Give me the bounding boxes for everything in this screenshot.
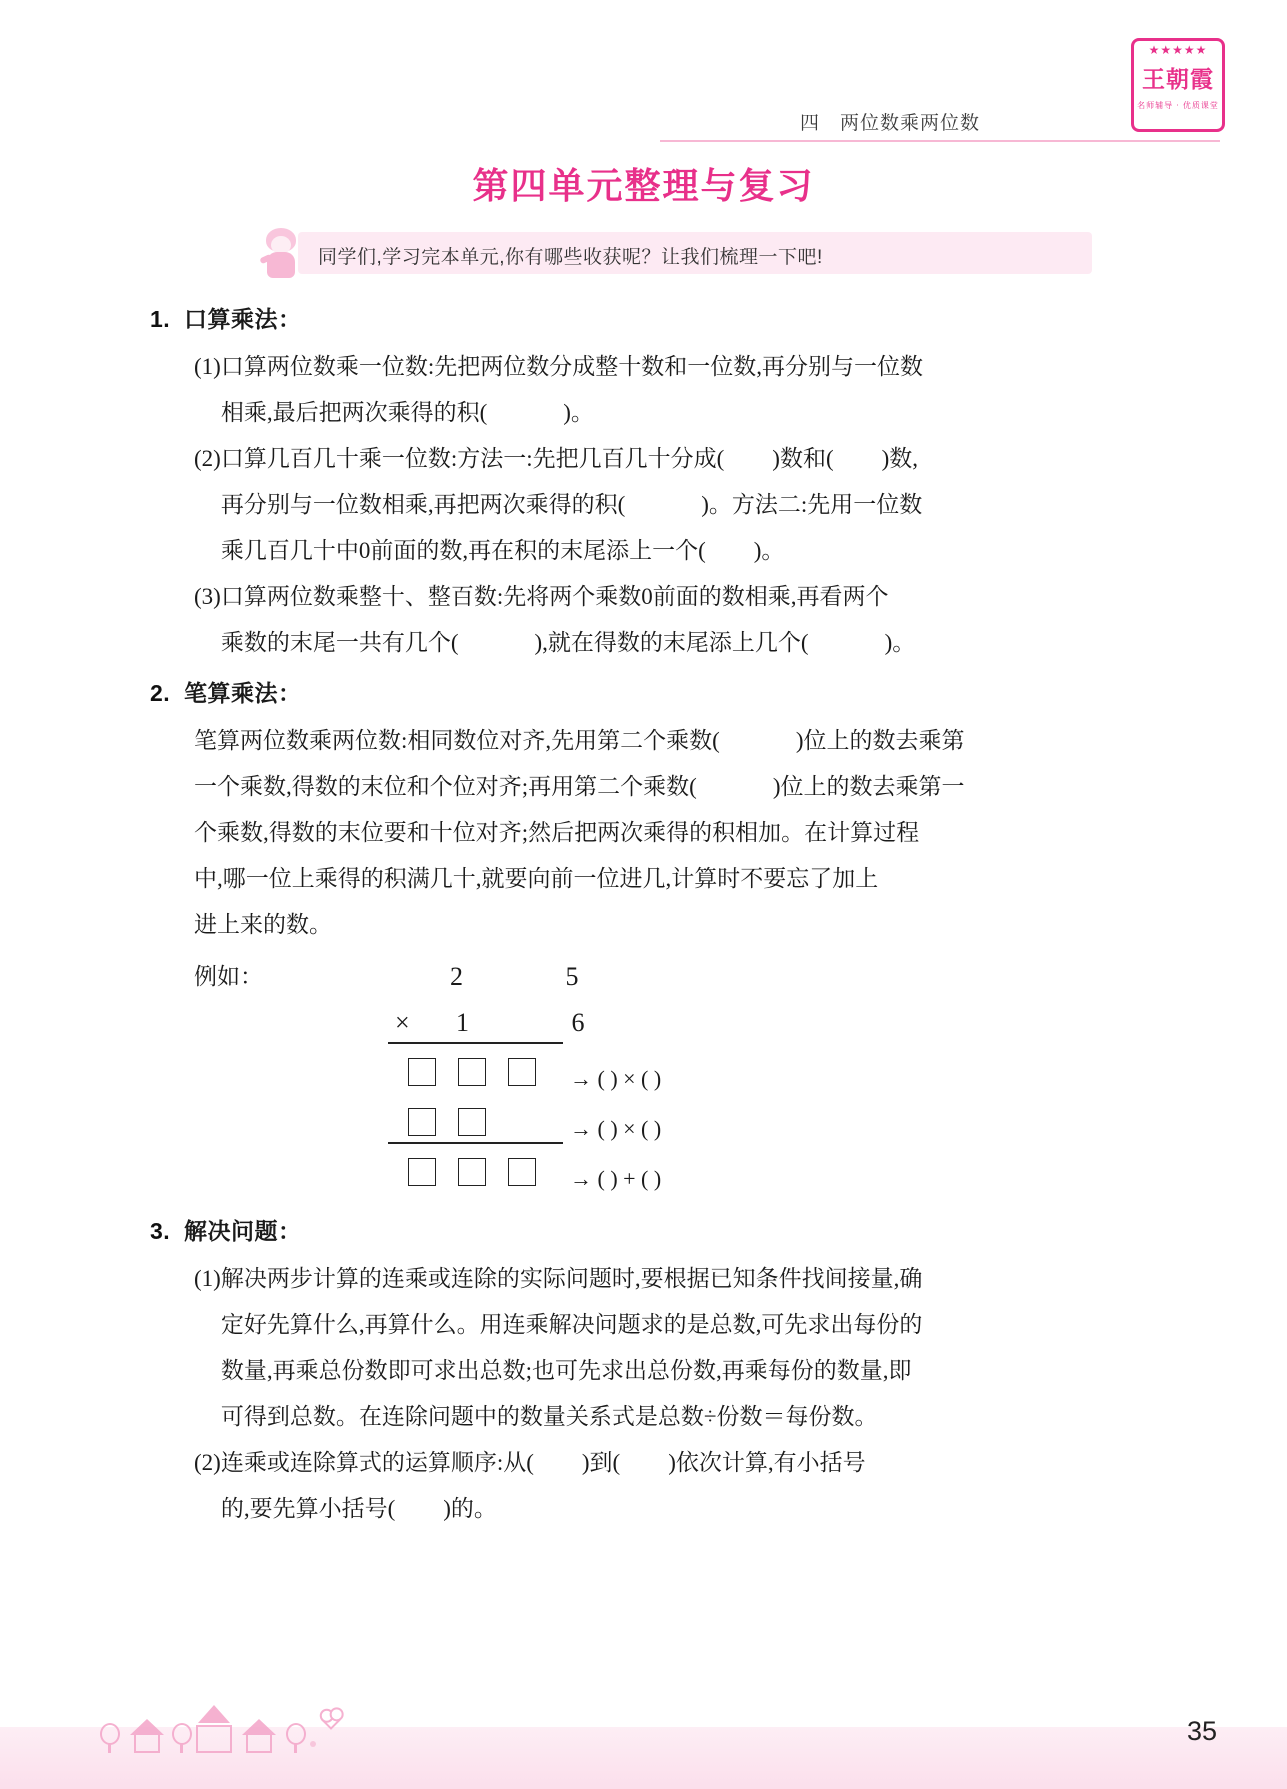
answer-box[interactable] (408, 1158, 436, 1186)
item-line-1: 解决两步计算的连乘或连除的实际问题时,要根据已知条件找间接量,确 (220, 1266, 923, 1291)
section-3-heading (150, 1208, 1150, 1254)
section-2-line-2b: )位上的数去乘第一 (772, 774, 965, 799)
section-2 (150, 670, 1150, 1204)
section-2-heading (150, 670, 1150, 716)
section-2-number: 2. (150, 680, 171, 706)
multiplication-sign-icon: × (395, 1008, 410, 1037)
page-title: 第四单元整理与复习 (472, 165, 815, 206)
item-line-3: 数量,再乘总份数即可求出总数;也可先求出总份数,再乘每份的数量,即 (220, 1358, 912, 1383)
answer-box[interactable] (508, 1058, 536, 1086)
section-2-body (150, 718, 1150, 948)
item-line-1b: )到( (581, 1450, 621, 1475)
example-multiplicand: 2 5 (450, 962, 627, 991)
answer-box[interactable] (458, 1058, 486, 1086)
intro-banner (298, 232, 1092, 274)
item-body (221, 574, 1150, 666)
section-3-item-1 (150, 1256, 1150, 1440)
item-marker: (2) (194, 446, 221, 471)
section-1-item-1 (150, 344, 1150, 436)
example-multiplier: 1 6 (456, 1008, 633, 1037)
item-line-2b: )的。 (443, 1496, 497, 1521)
item-line-2: 的,要先算小括号( (220, 1496, 396, 1521)
item-line-3: 乘几百几十中0前面的数,再在积的末尾添上一个( (220, 538, 706, 563)
section-1-item-2 (150, 436, 1150, 574)
footer-decoration (100, 1699, 360, 1753)
stamp-stars: ★★★★★ (1148, 43, 1208, 57)
section-2-line-2: 一个乘数,得数的末位和个位对齐;再用第二个乘数( (194, 774, 697, 799)
item-body (221, 1256, 1150, 1440)
item-body (221, 1440, 1150, 1532)
item-body (221, 344, 1150, 436)
chapter-title: 四 两位数乘两位数 (800, 113, 981, 134)
section-1-heading (150, 296, 1150, 342)
page-number: 35 (1186, 1716, 1217, 1746)
intro-text: 同学们,学习完本单元,你有哪些收获呢？让我们梳理一下吧! (318, 247, 823, 268)
item-line-4: 可得到总数。在连除问题中的数量关系式是总数÷份数＝每份数。 (220, 1404, 878, 1429)
section-1 (150, 296, 1150, 666)
vertical-multiplication-example (150, 954, 1150, 1204)
example-arrow-line-3: → ( ) + ( ) (570, 1166, 662, 1191)
item-marker: (1) (194, 354, 221, 379)
item-line-1b: )数和( (772, 446, 834, 471)
section-3-item-2 (150, 1440, 1150, 1532)
section-1-item-3 (150, 574, 1150, 666)
item-line-2b: )。方法二:先用一位数 (701, 492, 923, 517)
stamp-subtitle: 名师辅导 · 优质课堂 (1137, 101, 1219, 110)
brand-stamp (1131, 38, 1225, 132)
section-1-number: 1. (150, 306, 171, 332)
section-2-line-4: 中,哪一位上乘得的积满几十,就要向前一位进几,计算时不要忘了加上 (194, 866, 879, 891)
item-line-2: 定好先算什么,再算什么。用连乘解决问题求的是总数,可先求出每份的 (220, 1312, 923, 1337)
stamp-name: 王朝霞 (1142, 67, 1214, 92)
item-line-2c: )。 (884, 630, 916, 655)
section-3-title: 解决问题： (184, 1218, 302, 1244)
lesson-content (150, 296, 1150, 1536)
item-line-2: 再分别与一位数相乘,再把两次乘得的积( (220, 492, 626, 517)
item-marker: (2) (194, 1450, 221, 1475)
item-marker: (1) (194, 1266, 221, 1291)
section-2-title: 笔算乘法： (184, 680, 302, 706)
item-line-1: 口算两位数乘整十、整百数:先将两个乘数0前面的数相乘,再看两个 (220, 584, 889, 609)
example-label: 例如： (194, 964, 263, 989)
header-divider (660, 140, 1220, 142)
section-3 (150, 1208, 1150, 1532)
answer-box[interactable] (408, 1058, 436, 1086)
item-line-2: 乘数的末尾一共有几个( (220, 630, 459, 655)
page-header (0, 100, 1287, 144)
example-rule-bottom (388, 1142, 563, 1144)
section-2-line-1b: )位上的数去乘第 (795, 728, 965, 753)
answer-box[interactable] (458, 1158, 486, 1186)
section-2-line-5: 进上来的数。 (194, 912, 332, 937)
item-line-1c: )数, (881, 446, 919, 471)
section-1-title: 口算乘法： (184, 306, 302, 332)
item-body (221, 436, 1150, 574)
example-rule-top (388, 1042, 563, 1044)
example-arrow-line-2: → ( ) × ( ) (570, 1116, 662, 1141)
item-marker: (3) (194, 584, 221, 609)
item-line-2b: ),就在得数的末尾添上几个( (534, 630, 809, 655)
section-2-line-3: 个乘数,得数的末位要和十位对齐;然后把两次乘得的积相加。在计算过程 (194, 820, 920, 845)
item-line-1: 口算几百几十乘一位数:方法一:先把几百几十分成( (220, 446, 725, 471)
item-line-2: 相乘,最后把两次乘得的积( (220, 400, 488, 425)
answer-box[interactable] (458, 1108, 486, 1136)
section-2-line-1: 笔算两位数乘两位数:相同数位对齐,先用第二个乘数( (194, 728, 720, 753)
item-line-2-end: )。 (563, 400, 594, 425)
item-line-1c: )依次计算,有小括号 (668, 1450, 866, 1475)
section-3-number: 3. (150, 1218, 171, 1244)
item-line-1: 连乘或连除算式的运算顺序:从( (220, 1450, 534, 1475)
item-line-1: 口算两位数乘一位数:先把两位数分成整十数和一位数,再分别与一位数 (220, 354, 923, 379)
answer-box[interactable] (508, 1158, 536, 1186)
answer-box[interactable] (408, 1108, 436, 1136)
example-arrow-line-1: → ( ) × ( ) (570, 1066, 662, 1091)
item-line-3b: )。 (753, 538, 785, 563)
